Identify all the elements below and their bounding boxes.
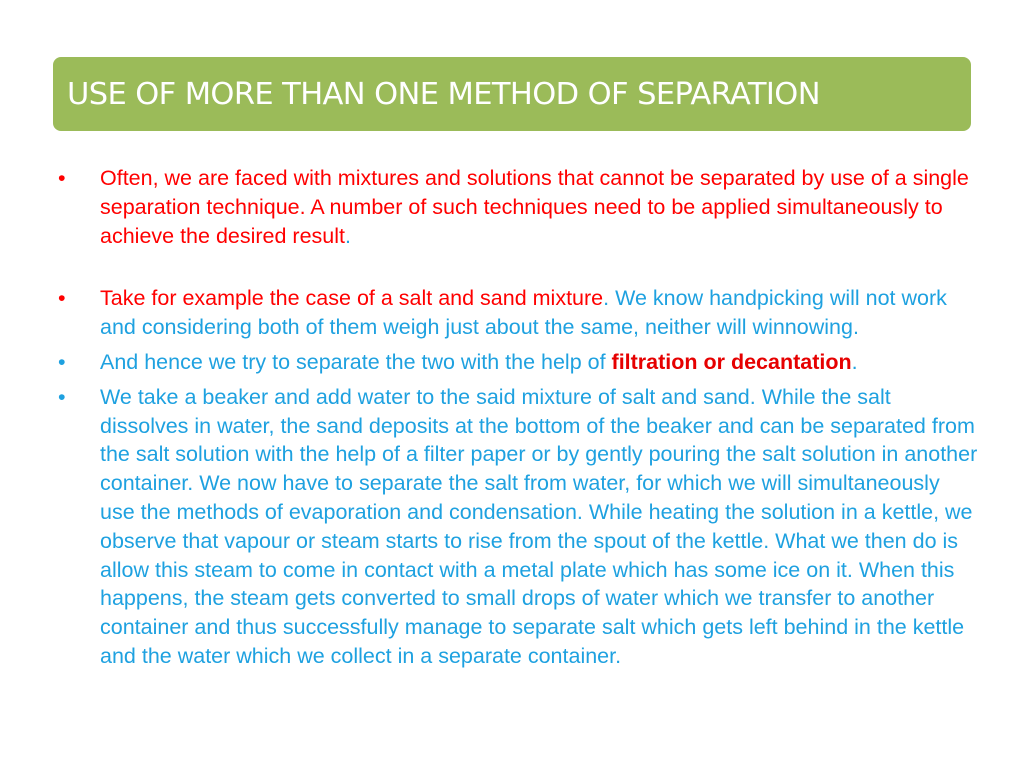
bullet-text-blue: And hence we try to separate the two with the help of [100, 349, 612, 374]
slide-title: USE OF MORE THAN ONE METHOD OF SEPARATION [67, 76, 820, 112]
bullet-item [58, 348, 978, 377]
bullet-list [58, 164, 978, 671]
bullet-text-red: Often, we are faced with mixtures and solutions that cannot be separated by use of a single separation technique. A number of such techniques need to be applied simultaneously to achieve the desired result [100, 166, 969, 248]
bullet-item [58, 164, 978, 250]
bullet-item [58, 383, 978, 671]
bullet-text-bold-red: filtration or decantation [611, 349, 852, 374]
title-bar [53, 57, 971, 131]
bullet-text-blue: . We know handpicking will not work and considering both of them weigh just about the same, neither will winnowing. [100, 286, 947, 340]
bullet-text-blue-end: . [851, 349, 858, 374]
bullet-text-red: Take for example the case of a salt and sand mixture [100, 286, 604, 311]
bullet-marker: • [58, 384, 66, 409]
bullet-marker: • [58, 166, 66, 190]
bullet-text-blue: We take a beaker and add water to the said mixture of salt and sand. While the salt dissolves in water, the sand deposits at the bottom of the beaker and can be separated from the salt solution with the help of a filter paper or by gently pouring the salt solution in another container. We now have to separate the salt from water, for which we will simultaneously use the methods of evaporation and condensation. While heating the solution in a kettle, we observe that vapour or steam starts to rise from the spout of the kettle. What we then do is allow this steam to come in contact with a metal plate which has some ice on it. When this happens, the steam gets converted to small drops of water which we transfer to another container and thus successfully manage to separate salt which gets left behind in the kettle and the water which we collect in a separate container. [100, 384, 978, 668]
bullet-item [58, 284, 978, 342]
bullet-text-blue: . [345, 223, 351, 248]
bullet-marker: • [58, 286, 66, 311]
bullet-marker: • [58, 349, 66, 374]
